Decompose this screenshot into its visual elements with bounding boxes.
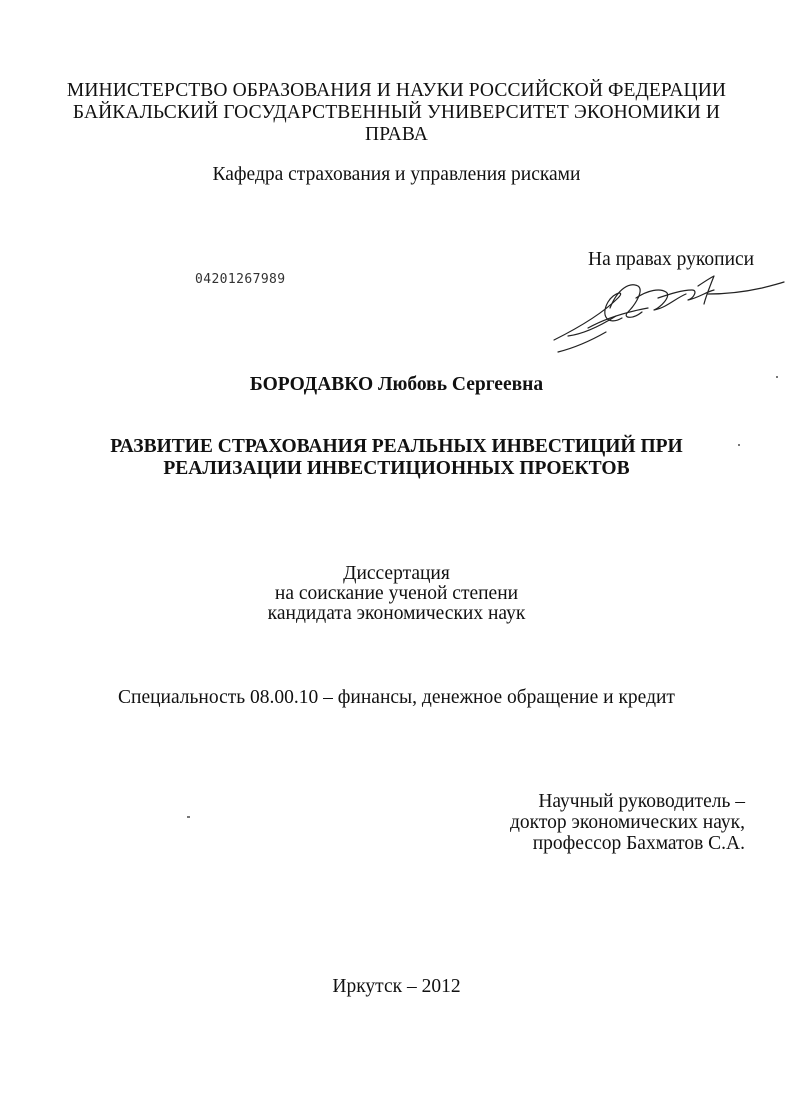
supervisor-line3: профессор Бахматов С.А. (532, 833, 745, 854)
scan-speck (187, 816, 190, 818)
author-surname: БОРОДАВКО (249, 374, 374, 395)
dissertation-title-line1: РАЗВИТИЕ СТРАХОВАНИЯ РЕАЛЬНЫХ ИНВЕСТИЦИЙ ПРИ (110, 436, 683, 457)
author-name (0, 374, 793, 396)
city-year: Иркутск – 2012 (332, 976, 461, 997)
university-heading-line2: ПРАВА (365, 124, 428, 145)
archive-stamp-number: 04201267989 (195, 272, 286, 287)
ministry-heading: МИНИСТЕРСТВО ОБРАЗОВАНИЯ И НАУКИ РОССИЙСКОЙ ФЕДЕРАЦИИ (66, 80, 727, 101)
author-given-names: Любовь Сергеевна (377, 374, 544, 395)
degree-line2: на соискание ученой степени (274, 583, 519, 604)
degree-line3: кандидата экономических наук (267, 603, 526, 624)
supervisor-line2: доктор экономических наук, (509, 812, 745, 833)
supervisor-line1: Научный руководитель – (538, 791, 745, 812)
department-name: Кафедра страхования и управления рисками (212, 164, 581, 185)
degree-line1: Диссертация (343, 563, 450, 584)
scan-speck (776, 376, 778, 378)
university-heading-line1: БАЙКАЛЬСКИЙ ГОСУДАРСТВЕННЫЙ УНИВЕРСИТЕТ ЭКОНОМИКИ И (72, 102, 721, 123)
specialty: Специальность 08.00.10 – финансы, денежное обращение и кредит (118, 687, 675, 708)
manuscript-note: На правах рукописи (588, 249, 755, 270)
dissertation-title-line2: РЕАЛИЗАЦИИ ИНВЕСТИЦИОННЫХ ПРОЕКТОВ (163, 458, 630, 479)
signature-graphic (548, 268, 788, 358)
scan-speck (738, 444, 740, 446)
